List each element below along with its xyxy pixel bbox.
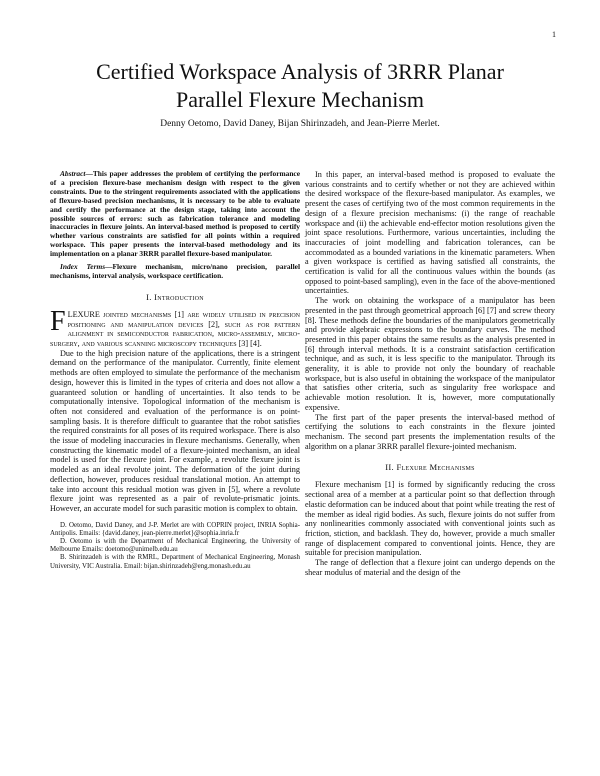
section-heading-flexure-mechanisms: II. Flexure Mechanisms	[385, 462, 475, 473]
title-line-2: Parallel Flexure Mechanism	[175, 87, 425, 112]
footnotes	[50, 522, 300, 571]
index-terms-text: —Flexure mechanism, micro/nano precision, parallel mechanisms, interval analysis, workspace certification.	[50, 262, 300, 280]
right-column	[305, 170, 555, 577]
footnote-2: D. Oetomo is with the Department of Mechanical Engineering, the University of Melbourne Emails: doetomo@unimelb.edu.au	[50, 538, 300, 554]
abstract-label: Abstract—	[60, 169, 93, 178]
abstract-text: This paper addresses the problem of certifying the performance of a precision flexure-base mechanism design with respect to the given constraints. Due to the stringent requirements associated with the applications of flexure-based precision mechanisms, it is necessary to be able to evaluate and certify the performance at the design stage, taking into account the possible sources of errors: such as fabrication tolerance and modeling inaccuracies in flexure joints. An interval-based method is proposed to certify whether various constraints are satisfied for all points within a required workspace. This paper presents the interval-based methodology and its implementation on a planar 3RRR parallel flexure-based manipulator.	[50, 169, 300, 259]
right-paragraph-1: In this paper, an interval-based method is proposed to evaluate the various constraints and to certify whether or not they are achieved within the desired workspace of the flexure-based manipulator. As examples, we present the cases of certifying two of the most common requirements in the design of a flexure precision mechanisms: (i) the range of reachable workspace and (ii) the achievable end-effector motion resolutions given the joint space resolutions. Furthermore, various uncertainties, including the inaccuracies of joint modelling and fabrication tolerances, can be accommodated as a bounded variations in the kinematic parameters. When a given workspace is certified as having satisfied all constraints, the certification is valid for all the continuous values within the bounds (as opposed to point-based sampling), even in the face of the above-mentioned uncertainties.	[305, 170, 555, 296]
drop-cap: F	[50, 305, 66, 337]
right-paragraph-5: The range of deflection that a flexure joint can undergo depends on the shear modulus of material and the design of the	[305, 558, 555, 577]
author-list: Denny Oetomo, David Daney, Bijan Shirinzadeh, and Jean-Pierre Merlet.	[160, 119, 440, 129]
abstract	[50, 170, 300, 259]
section-heading-introduction: I. Introduction	[146, 291, 204, 302]
paper-title	[40, 58, 560, 114]
index-terms	[50, 263, 300, 281]
right-paragraph-2: The work on obtaining the workspace of a manipulator has been presented in the past through geometrical approach [6] [7] and screw theory [8]. These methods define the boundaries of the manipulators geometrically and provide algebraic expressions to the boundary curves. The method presented in this paper obtains the same results as the analysis presented in [6] through interval methods. It is a constraint satisfaction certification technique, and as such, it is less specific to the manipulator. Through its generality, it is able to provide not only the boundary of reachable workspace, but is also useful in obtaining the workspace of the manipulator that satisfies other criteria, such as singularity free workspace and achievable motion resolution. It is, however, more computationally expensive.	[305, 296, 555, 412]
left-column	[50, 170, 300, 571]
footnote-3: B. Shirinzadeh is with the RMRL, Department of Mechanical Engineering, Monash University, VIC Australia. Email: bijan.shirinzadeh@eng.monash.edu.au	[50, 554, 300, 570]
index-terms-label: Index Terms	[60, 262, 106, 272]
intro-paragraph-1-text: LEXURE jointed mechanisms [1] are widely utilised in precision positioning and manipulation devices [2], such as for pattern alignment in semiconductor fabrication, micro-assembly, micro-surgery, and various scanning microscopy techniques [3] [4].	[50, 309, 300, 348]
intro-paragraph-1	[50, 305, 300, 349]
right-paragraph-3: The first part of the paper presents the interval-based method of certifying the solutions to each constraints in the flexure jointed mechanism. The second part presents the implementation results of the algorithm on a planar 3RRR parallel flexure-jointed mechanism.	[305, 412, 555, 451]
intro-paragraph-2: Due to the high precision nature of the applications, there is a stringent demand on the performance of the manipulator. Currently, finite element methods are often employed to simulate the performance of the mechanism design, however this is limited in the types of criteria and does not allow a guaranteed solution or handling of uncertainties. It also tends to be computationally intensive. Topological information of the mechanism is often not considered and evaluation of the performance is on point-sampling basis. It is therefore difficult to guarantee that the robot satisfies the required constraints for all poses of its required workspace. There is also the issue of modeling inaccuracies in flexure mechanisms. Generally, when constructing the kinematic model of a flexure-jointed mechanism, an ideal model is used for the flexure joint. For example, a revolute flexure joint is modeled as an ideal revolute joint. The deformation of the joint during deflection, however, produces residual translational motion. An attempt to take into account this residual motion was given in [5], where a revolute flexure joint was represented as a pair of revolute-prismatic joints. However, an accurate model for such parasitic motion is complex to obtain.	[50, 348, 300, 513]
page-number: 1	[552, 30, 556, 39]
right-paragraph-4: Flexure mechanism [1] is formed by significantly reducing the cross sectional area of a member at a particular point so that deflection through elastic deformation can be induced about that point while treating the rest of the member as ideal rigid bodies. As such, flexure joints do not suffer from any nonlinearities commonly associated with conventional joints such as friction, stiction, and backlash. They do, however, provide a much smaller range of displacement compared to conventional joints. Hence, they are suitable for precision manipulation.	[305, 480, 555, 558]
title-line-1: Certified Workspace Analysis of 3RRR Planar	[96, 59, 504, 84]
footnote-1: D. Oetomo, David Daney, and J-P. Merlet are with COPRIN project, INRIA Sophia-Antipolis. Emails: {david.daney, jean-pierre.merlet}@sophia.inria.fr	[50, 521, 300, 537]
